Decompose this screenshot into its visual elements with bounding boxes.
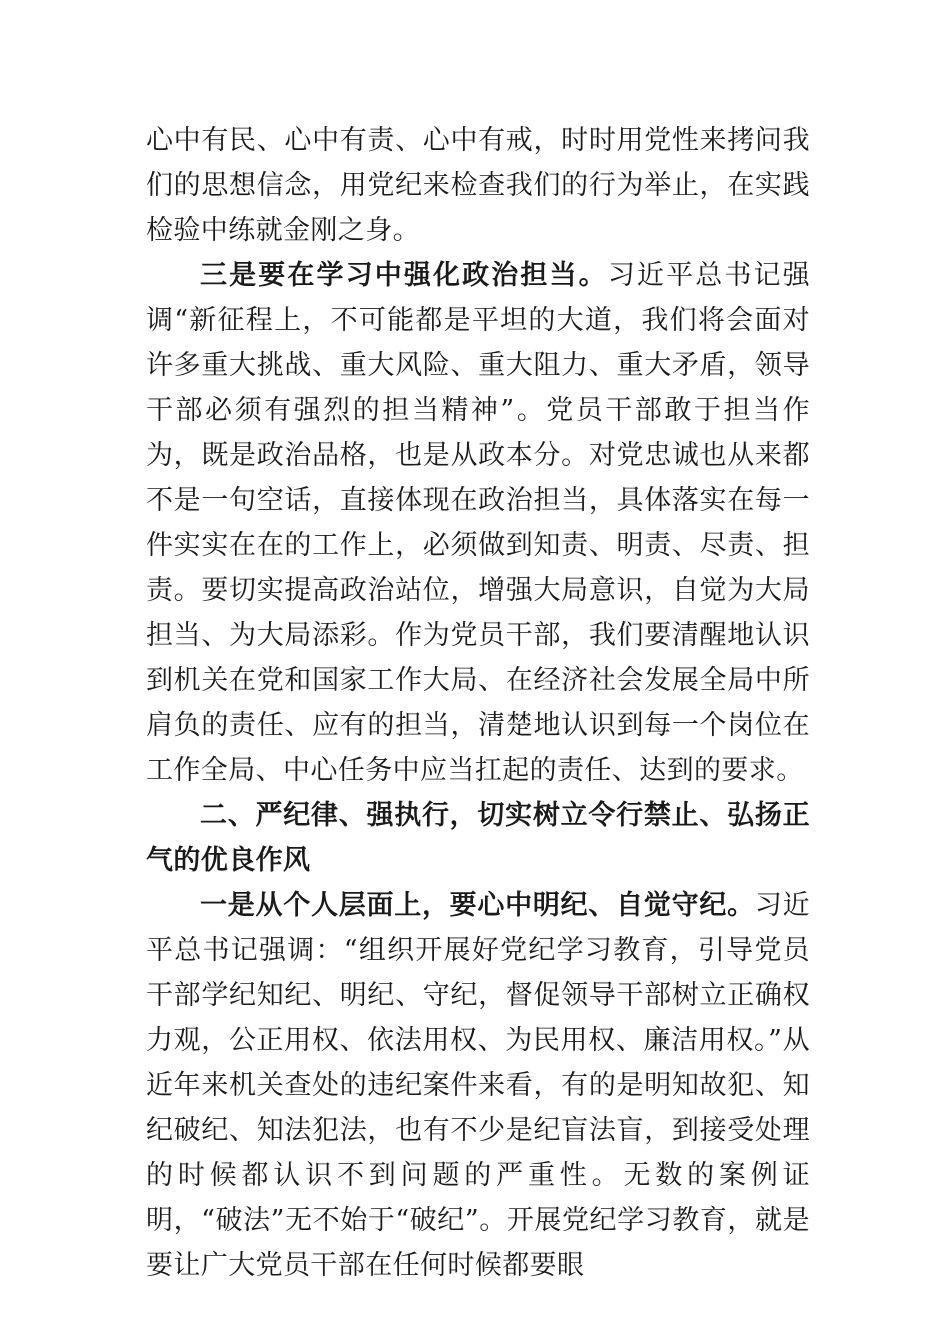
paragraph-personal-discipline	[146, 883, 810, 1288]
paragraph-text: 心中有民、心中有责、心中有戒，时时用党性来拷问我们的思想信念，用党纪来检查我们的行为举止，在实践检验中练就金刚之身。	[146, 125, 810, 246]
paragraph-lead: 一是从个人层面上，要心中明纪、自觉守纪。	[200, 890, 755, 921]
paragraph-continuation	[146, 118, 810, 253]
paragraph-lead: 三是要在学习中强化政治担当。	[200, 260, 608, 291]
paragraph-political-responsibility	[146, 253, 810, 793]
section-heading: 二、严纪律、强执行，切实树立令行禁止、弘扬正气的优良作风	[146, 800, 810, 876]
paragraph-text: 习近平总书记强调“新征程上，不可能都是平坦的大道，我们将会面对许多重大挑战、重大风险、重大阻力、重大矛盾，领导干部必须有强烈的担当精神”。党员干部敢于担当作为，既是政治品格，也是从政本分。对党忠诚也从来都不是一句空话，直接体现在政治担当，具体落实在每一件实实在在的工作上，必须做到知责、明责、尽责、担责。要切实提高政治站位，增强大局意识，自觉为大局担当、为大局添彩。作为党员干部，我们要清醒地认识到机关在党和国家工作大局、在经济社会发展全局中所肩负的责任、应有的担当，清楚地认识到每一个岗位在工作全局、中心任务中应当扛起的责任、达到的要求。	[146, 260, 810, 786]
document-body	[146, 118, 810, 1288]
paragraph-text: 习近平总书记强调：“组织开展好党纪学习教育，引导党员干部学纪知纪、明纪、守纪，督促领导干部树立正确权力观，公正用权、依法用权、为民用权、廉洁用权。”从近年来机关查处的违纪案件来看，有的是明知故犯、知纪破纪、知法犯法，也有不少是纪盲法盲，到接受处理的时候都认识不到问题的严重性。无数的案例证明，“破法”无不始于“破纪”。开展党纪学习教育，就是要让广大党员干部在任何时候都要眼	[146, 890, 811, 1281]
